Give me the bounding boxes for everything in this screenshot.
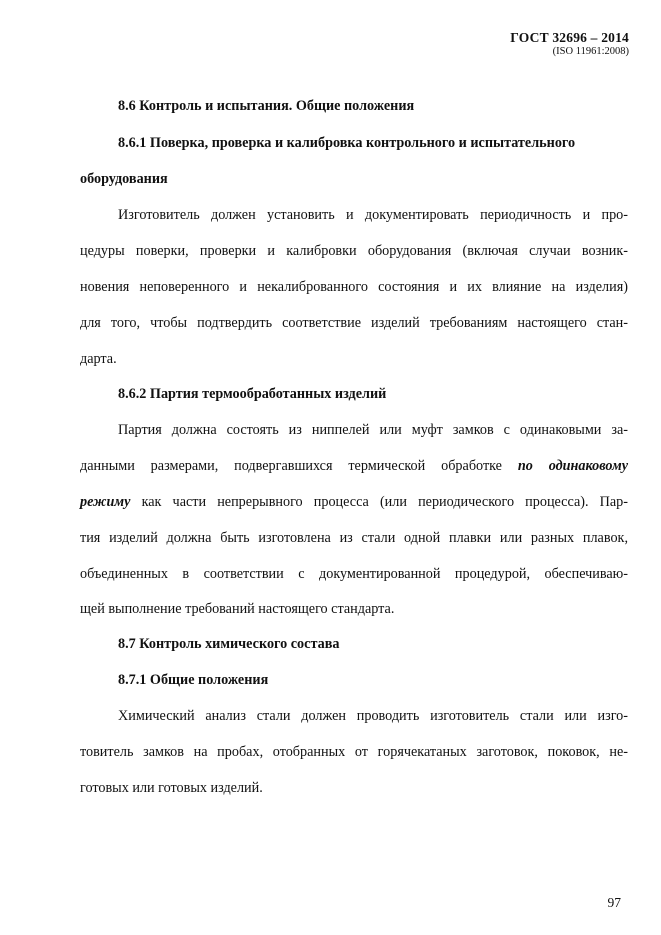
- para-8-6-1-line1: Изготовитель должен установить и документировать периодичность и про-: [118, 207, 628, 223]
- section-8-7-1-title: 8.7.1 Общие положения: [118, 672, 269, 688]
- para-8-7-1-line1: Химический анализ стали должен проводить изготовитель стали или изго-: [118, 708, 628, 724]
- para-8-6-2-line6: щей выполнение требований настоящего стандарта.: [80, 601, 395, 617]
- para-8-7-1-line3: готовых или готовых изделий.: [80, 780, 263, 796]
- para-8-6-2-line2: [80, 458, 628, 475]
- header-standard: ГОСТ 32696 – 2014: [510, 30, 629, 45]
- para-8-6-2-line5: объединенных в соответствии с документированной процедурой, обеспечиваю-: [80, 566, 628, 582]
- para-8-6-2-line1: Партия должна состоять из ниппелей или муфт замков с одинаковыми за-: [118, 422, 628, 438]
- header-iso: (ISO 11961:2008): [552, 46, 629, 57]
- para-8-6-2-line2-text: данными размерами, подвергавшихся термической обработке: [80, 458, 502, 474]
- para-8-6-1-line3: новения неповеренного и некалиброванного состояния и их влияние на изделия): [80, 279, 628, 295]
- section-8-6-2-title: 8.6.2 Партия термообработанных изделий: [118, 386, 387, 402]
- para-8-6-2-line3-text: как части непрерывного процесса (или периодического процесса). Пар-: [141, 494, 628, 510]
- para-8-6-1-line2: цедуры поверки, проверки и калибровки оборудования (включая случаи возник-: [80, 243, 628, 259]
- section-8-6-1-title-line2: оборудования: [80, 171, 168, 187]
- para-8-6-1-line5: дарта.: [80, 351, 117, 367]
- emphasis-text: по одинаковому: [517, 458, 628, 474]
- section-8-7-title: 8.7 Контроль химического состава: [118, 636, 340, 652]
- section-8-6-1-title-line1: 8.6.1 Поверка, проверка и калибровка контрольного и испытательного: [118, 135, 576, 151]
- para-8-6-2-line4: тия изделий должна быть изготовлена из стали одной плавки или разных плавок,: [80, 530, 628, 546]
- para-8-7-1-line2: товитель замков на пробах, отобранных от горячекатаных заготовок, поковок, не-: [80, 744, 628, 760]
- para-8-6-1-line4: для того, чтобы подтвердить соответствие изделий требованиям настоящего стан-: [80, 315, 628, 331]
- section-8-6-title: 8.6 Контроль и испытания. Общие положения: [118, 98, 415, 114]
- page-number: 97: [607, 895, 621, 910]
- emphasis-text: режиму: [80, 494, 131, 510]
- para-8-6-2-line3: [80, 494, 628, 511]
